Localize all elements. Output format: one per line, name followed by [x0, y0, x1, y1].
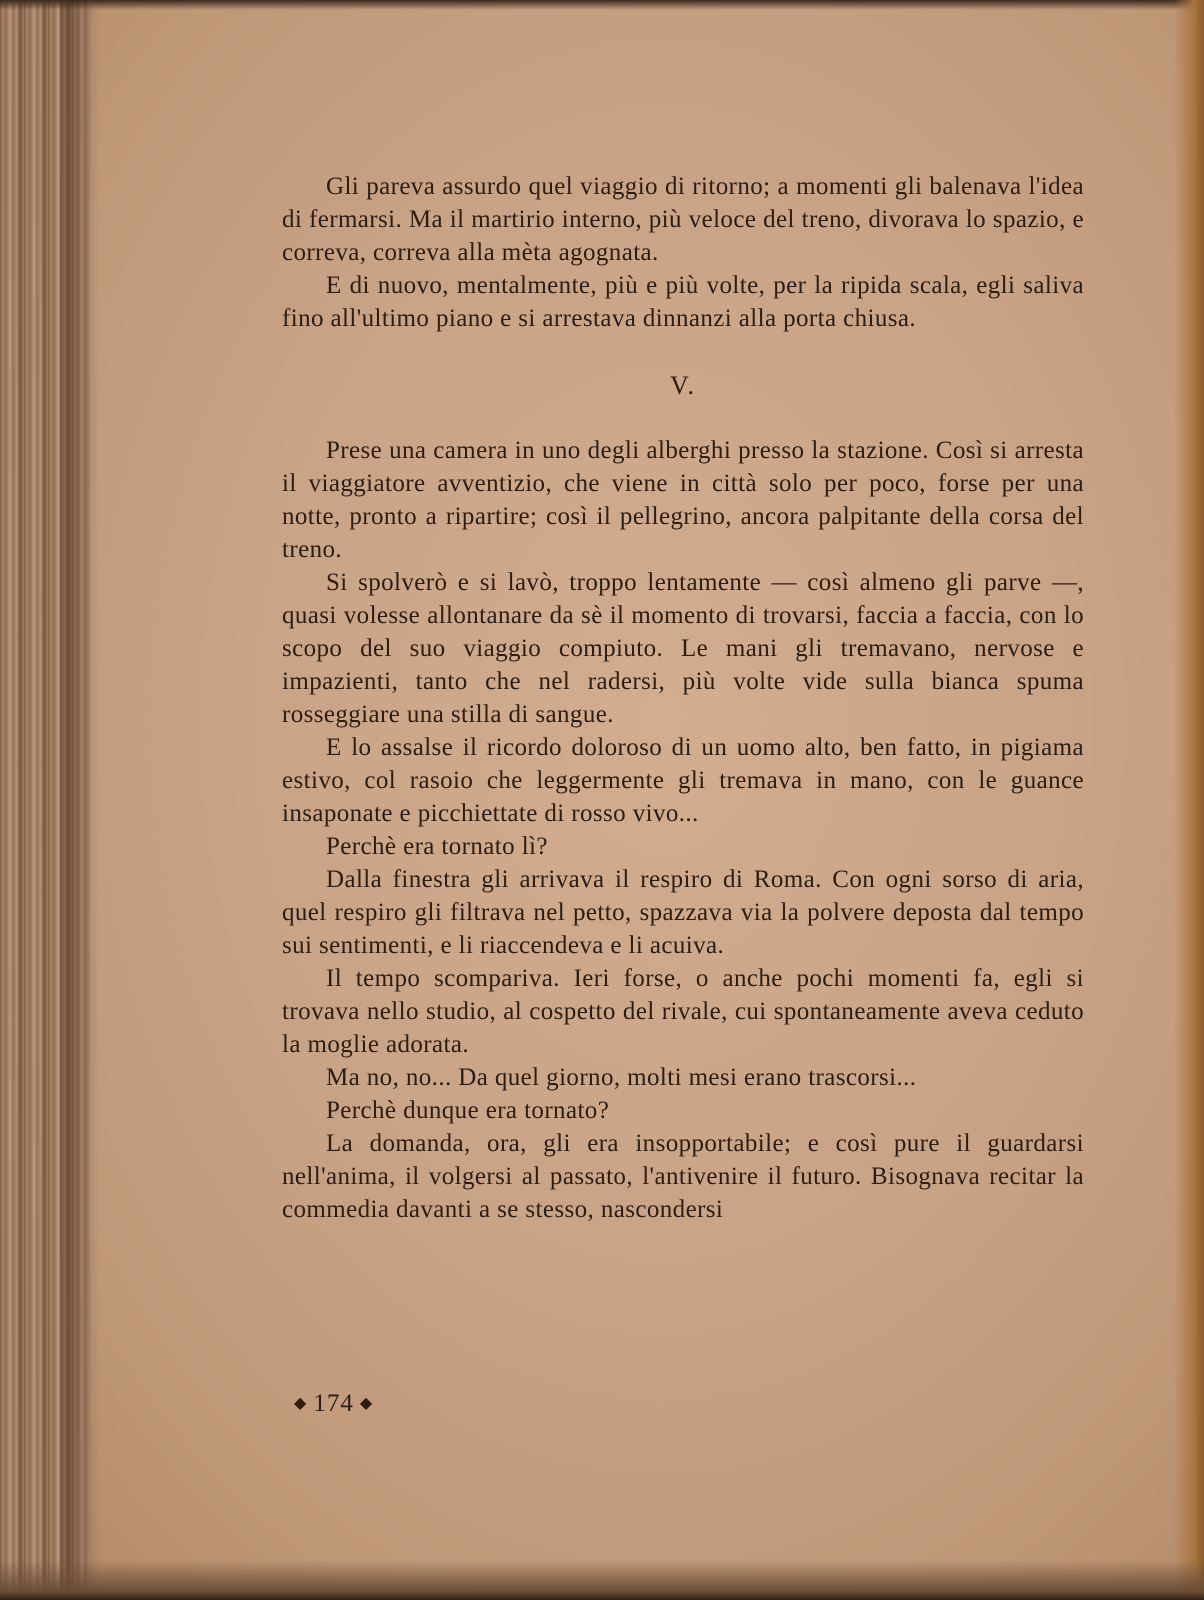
gutter-shadow [60, 0, 100, 1600]
paragraph: Prese una camera in uno degli alberghi presso la stazione. Così si arresta il viaggiatore avventizio, che viene in città solo per poco, forse per una notte, pronto a ripartire; così il pellegrino, ancora palpitante della corsa del treno. [282, 437, 1084, 563]
paragraph: E di nuovo, mentalmente, più e più volte, per la ripida scala, egli saliva fino all'ultimo piano e si arrestava dinnanzi alla porta chiusa. [282, 272, 1084, 332]
page-number: 174 [313, 1390, 354, 1417]
paragraph: La domanda, ora, gli era insopportabile; e così pure il guardarsi nell'anima, il volgersi al passato, l'antivenire il futuro. Bisognava recitar la commedia davanti a se stesso, nascondersi [282, 1130, 1084, 1223]
page-footer [288, 1390, 379, 1418]
paragraph: Perchè era tornato lì? [326, 833, 548, 860]
page-body-text [282, 170, 1084, 1226]
paragraph: E lo assalse il ricordo doloroso di un uomo alto, ben fatto, in pigiama estivo, col rasoio che leggermente gli tremava in mano, con le guance insaponate e picchiettate di rosso vivo... [282, 734, 1084, 827]
chapter-heading: V. [670, 371, 696, 400]
page-bottom-edge [0, 1560, 1204, 1600]
page-top-edge [0, 0, 1204, 10]
paragraph: Ma no, no... Da quel giorno, molti mesi erano trascorsi... [326, 1064, 917, 1091]
page-right-edge [1174, 0, 1204, 1600]
ornament-right: ◆ [359, 1395, 374, 1412]
paragraph: Gli pareva assurdo quel viaggio di ritorno; a momenti gli balenava l'idea di fermarsi. Ma il martirio interno, più veloce del treno, divorava lo spazio, e correva, correva alla mèta agognata. [282, 173, 1084, 266]
paragraph: Il tempo scompariva. Ieri forse, o anche pochi momenti fa, egli si trovava nello studio, al cospetto del rivale, cui spontaneamente aveva ceduto la moglie adorata. [282, 965, 1084, 1058]
paragraph: Dalla finestra gli arrivava il respiro di Roma. Con ogni sorso di aria, quel respiro gli filtrava nel petto, spazzava via la polvere deposta dal tempo sui sentimenti, e li riaccendeva e li acuiva. [282, 866, 1084, 959]
ornament-left: ◆ [294, 1395, 308, 1412]
paragraph: Si spolverò e si lavò, troppo lentamente — così almeno gli parve —, quasi volesse allontanare da sè il momento di trovarsi, faccia a faccia, con lo scopo del suo viaggio compiuto. Le mani gli tremavano, nervose e impazienti, tanto che nel radersi, più volte vide sulla bianca spuma rosseggiare una stilla di sangue. [282, 569, 1084, 728]
paragraph: Perchè dunque era tornato? [326, 1097, 610, 1124]
